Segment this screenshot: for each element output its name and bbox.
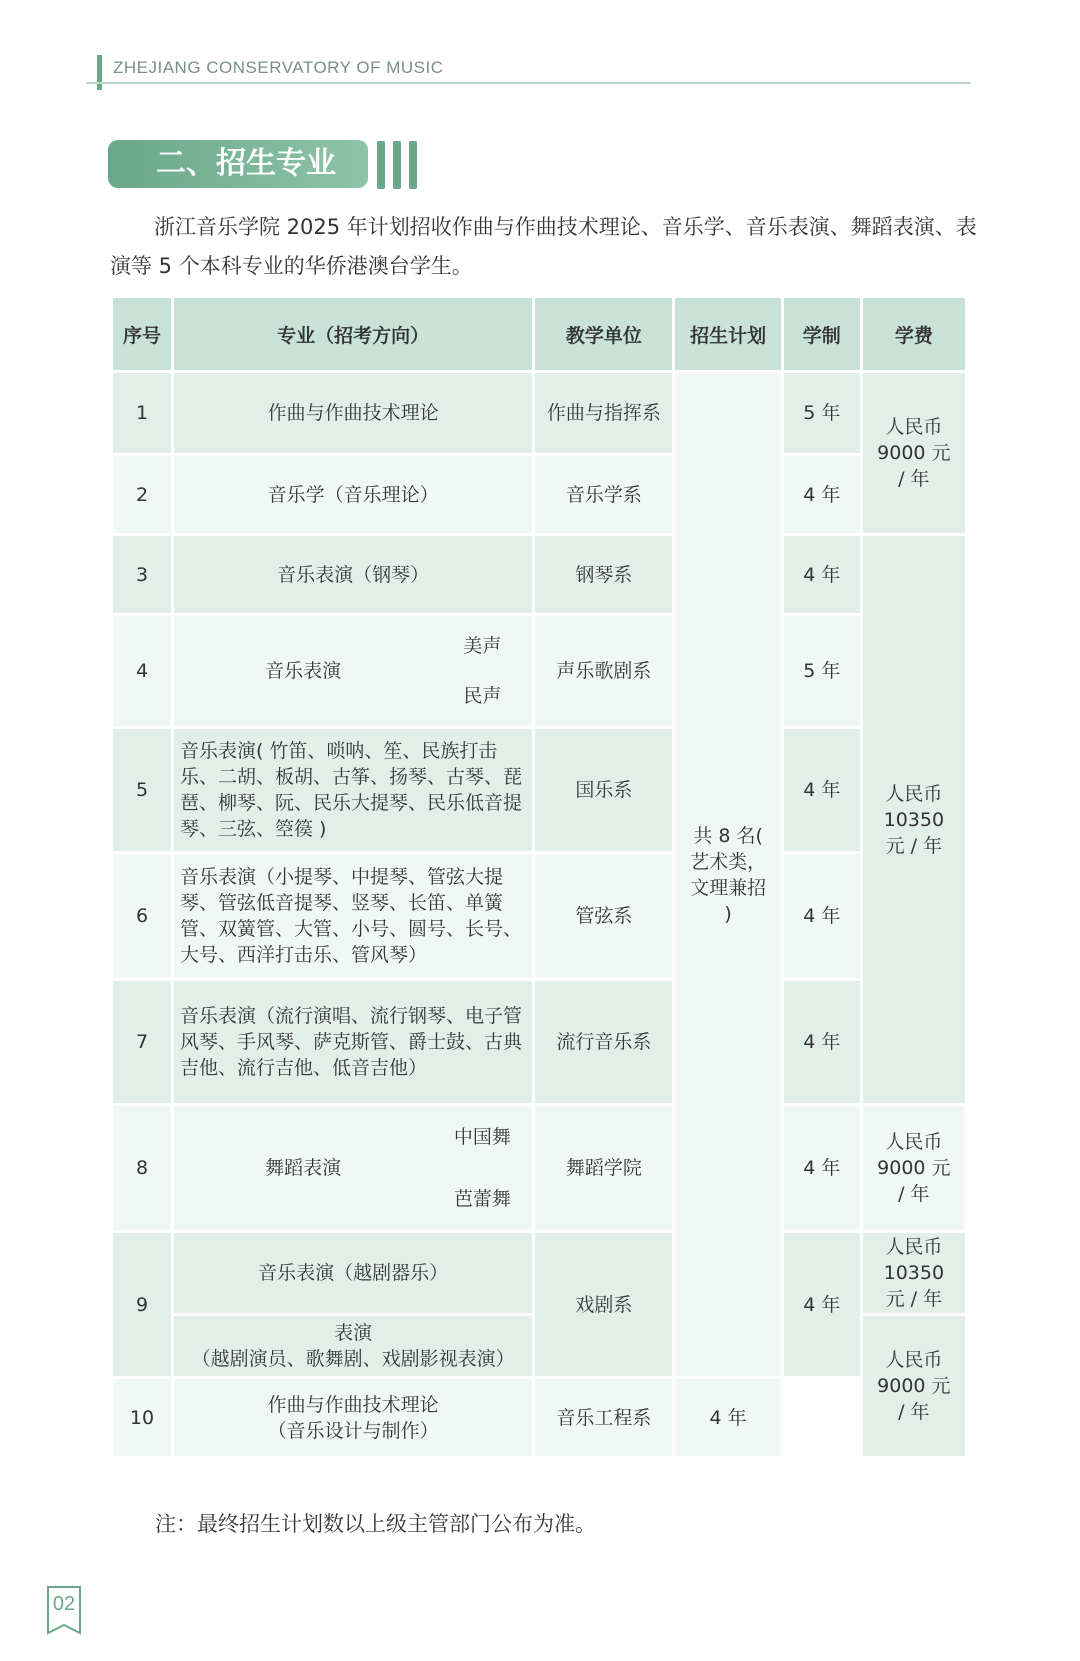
fee-cell <box>863 1316 965 1456</box>
row-no: 8 <box>113 1106 171 1230</box>
row-years: 4 年 <box>784 981 860 1103</box>
row-no: 7 <box>113 981 171 1103</box>
fee-text: 人民币 9000 元 / 年 <box>877 1349 951 1423</box>
row-years: 4 年 <box>784 854 860 978</box>
table-row <box>113 456 965 533</box>
row-unit: 音乐学系 <box>535 456 672 533</box>
sub-direction: 芭蕾舞 <box>453 1188 511 1210</box>
header-fee: 学费 <box>863 298 965 370</box>
fee-cell <box>863 373 965 533</box>
table-row <box>113 1106 965 1230</box>
table-row <box>113 1379 965 1456</box>
fee-cell <box>863 1106 965 1230</box>
row-no: 2 <box>113 456 171 533</box>
header-divider <box>86 82 971 84</box>
row-major: 作曲与作曲技术理论 <box>174 373 532 453</box>
row-unit: 戏剧系 <box>535 1233 672 1376</box>
header-accent-bar <box>97 55 102 90</box>
row-years: 4 年 <box>784 729 860 851</box>
header-years: 学制 <box>784 298 860 370</box>
row-major-stack <box>174 1379 532 1456</box>
row-no: 4 <box>113 616 171 726</box>
row-unit: 流行音乐系 <box>535 981 672 1103</box>
row-major: 音乐表演（越剧器乐） <box>174 1233 532 1313</box>
row-no: 1 <box>113 373 171 453</box>
row-no: 10 <box>113 1379 171 1456</box>
header-title: ZHEJIANG CONSERVATORY OF MUSIC <box>113 58 444 77</box>
header-unit: 教学单位 <box>535 298 672 370</box>
page-number: 02 <box>52 1593 76 1615</box>
row-years: 4 年 <box>675 1379 780 1456</box>
row-no: 5 <box>113 729 171 851</box>
row-sub-directions <box>432 627 532 715</box>
intro-paragraph <box>110 208 980 286</box>
table-row <box>113 373 965 453</box>
fee-text: 人民币 9000 元 / 年 <box>877 1131 951 1205</box>
row-major-detail: （音乐设计与制作） <box>267 1419 439 1442</box>
fee-text: 人民币 9000 元 / 年 <box>877 416 951 490</box>
sub-direction: 民声 <box>463 685 502 707</box>
row-major: 舞蹈表演 <box>265 1157 342 1179</box>
section-title-stripes <box>377 141 419 189</box>
admission-table <box>110 295 968 1459</box>
table-header-row <box>113 298 965 370</box>
row-major-split <box>174 1106 532 1230</box>
row-major-detail: （越剧演员、歌舞剧、戏剧影视表演） <box>191 1348 515 1370</box>
page-number-badge <box>46 1585 82 1637</box>
row-no: 9 <box>113 1233 171 1376</box>
row-major: 音乐表演（流行演唱、流行钢琴、电子管风琴、手风琴、萨克斯管、爵士鼓、古典吉他、流行吉他、低音吉他） <box>174 981 532 1103</box>
row-major: 音乐表演( 竹笛、唢呐、笙、民族打击乐、二胡、板胡、古筝、扬琴、古琴、琵琶、柳琴、阮、民乐大提琴、民乐低音提琴、三弦、箜篌 ) <box>174 729 532 851</box>
row-years: 4 年 <box>784 456 860 533</box>
table-row <box>113 1233 965 1313</box>
row-unit: 舞蹈学院 <box>535 1106 672 1230</box>
header-no: 序号 <box>113 298 171 370</box>
row-major-split <box>174 616 532 726</box>
header-major: 专业（招考方向） <box>174 298 532 370</box>
row-major: 表演 <box>334 1322 373 1344</box>
row-years: 4 年 <box>784 536 860 613</box>
row-major: 作曲与作曲技术理论 <box>267 1393 439 1416</box>
footnote: 注：最终招生计划数以上级主管部门公布为准。 <box>155 1512 596 1536</box>
row-unit: 作曲与指挥系 <box>535 373 672 453</box>
row-unit: 声乐歌剧系 <box>535 616 672 726</box>
table-row <box>113 616 965 726</box>
sub-direction: 美声 <box>463 635 502 657</box>
table-row <box>113 854 965 978</box>
row-unit: 国乐系 <box>535 729 672 851</box>
row-major: 音乐学（音乐理论） <box>174 456 532 533</box>
row-no: 6 <box>113 854 171 978</box>
fee-cell <box>863 1233 965 1313</box>
section-title: 二、招生专业 <box>108 140 368 188</box>
plan-text: 共 8 名( 艺术类，文理兼招 ) <box>690 824 767 925</box>
fee-cell <box>863 536 965 1103</box>
row-years: 4 年 <box>784 1233 860 1376</box>
row-no: 3 <box>113 536 171 613</box>
row-unit: 钢琴系 <box>535 536 672 613</box>
plan-cell <box>675 373 780 1376</box>
row-years: 5 年 <box>784 616 860 726</box>
table-row <box>113 729 965 851</box>
row-years: 4 年 <box>784 1106 860 1230</box>
row-unit: 音乐工程系 <box>535 1379 672 1456</box>
row-major: 音乐表演（钢琴） <box>174 536 532 613</box>
sub-direction: 中国舞 <box>453 1126 511 1148</box>
row-sub-directions <box>432 1118 532 1218</box>
row-major-stack <box>174 1316 532 1376</box>
table-row <box>113 981 965 1103</box>
row-major: 音乐表演（小提琴、中提琴、管弦大提琴、管弦低音提琴、竖琴、长笛、单簧管、双簧管、大管、小号、圆号、长号、大号、西洋打击乐、管风琴） <box>174 854 532 978</box>
row-unit: 管弦系 <box>535 854 672 978</box>
fee-text: 人民币 10350 元 / 年 <box>883 1236 945 1310</box>
row-major: 音乐表演 <box>265 660 342 682</box>
fee-text: 人民币 10350 元 / 年 <box>883 782 945 857</box>
table-row <box>113 536 965 613</box>
row-years: 5 年 <box>784 373 860 453</box>
intro-text: 浙江音乐学院 2025 年计划招收作曲与作曲技术理论、音乐学、音乐表演、舞蹈表演、表演等 5 个本科专业的华侨港澳台学生。 <box>110 215 977 278</box>
header-plan: 招生计划 <box>675 298 780 370</box>
